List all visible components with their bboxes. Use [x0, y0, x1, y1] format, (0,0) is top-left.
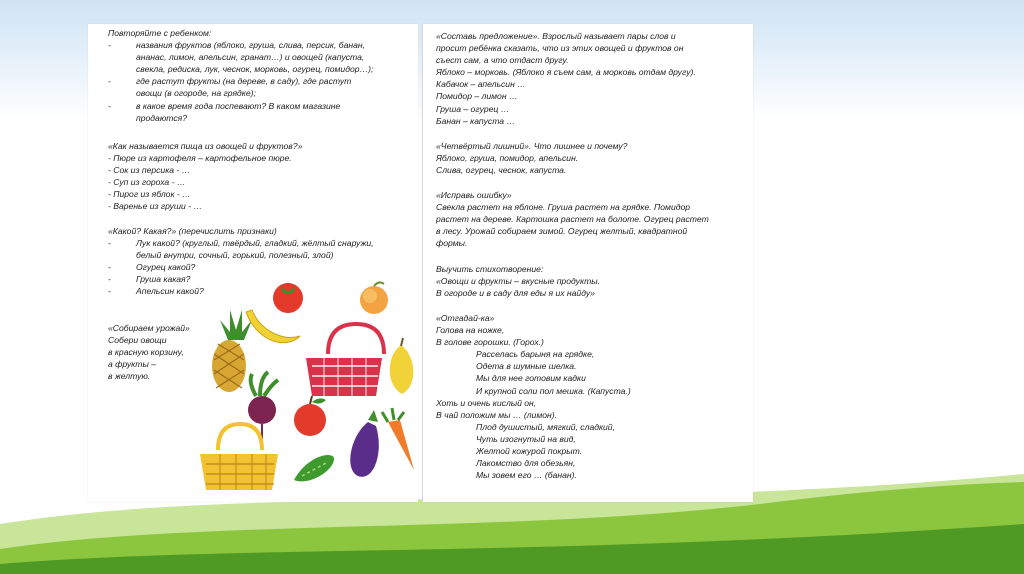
make-sentence-section [436, 30, 696, 127]
riddle-banana-line: Желтой кожурой покрыт. [476, 446, 583, 457]
fix-line: формы. [436, 238, 468, 249]
red-basket-icon [306, 324, 384, 396]
harvest-line: Собери овощи [108, 335, 167, 346]
riddle-line: В голове горошки. (Горох.) [436, 337, 544, 348]
what-kind-section: «Какой? Какая?» (перечислить признаки) - Лук какой? (круглый, твёрдый, гладкий, жёлтый снаружи, белый внутри, сочный, горький, полезный, злой) - Огурец какой? - Груша какая? - Апельсин какой? [108, 226, 374, 297]
fix-line: «Исправь ошибку» [436, 190, 512, 200]
intro-item-3-line-2: продаются? [136, 112, 188, 123]
riddle-banana-line: Чуть изогнутый на вид, [476, 433, 576, 444]
odd-line: «Четвёртый лишний». Что лишнее и почему? [436, 141, 628, 151]
poem-line: «Овощи и фрукты – вкусные продукты. [436, 276, 600, 287]
fruits-vegetables-illustration [88, 24, 418, 502]
sentence-line: Груша – огурец … [436, 103, 510, 114]
harvest-title: «Собираем урожай» [108, 323, 190, 333]
sentence-line: Банан – капуста … [436, 115, 516, 126]
what-kind-item-1-line-1: Лук какой? (круглый, твёрдый, гладкий, жёлтый снаружи, [136, 238, 374, 249]
fix-line: в лесу. Урожай собираем зимой. Огурец желтый, квадратной [436, 226, 688, 237]
sentence-line: «Составь предложение». Взрослый называет пары слов и [436, 31, 676, 41]
what-kind-item-1-line-2: белый внутри, сочный, горький, полезный, злой) [136, 250, 334, 261]
cucumber-icon [294, 455, 334, 481]
sentence-line: Помидор – лимон … [436, 91, 518, 102]
sentence-line: Кабачок – апельсин … [436, 79, 526, 90]
intro-item-1-line-2: ананас, лимон, апельсин, гранат…) и овощей (капуста, [136, 52, 365, 63]
odd-line: Яблоко, груша, помидор, апельсин. [436, 153, 579, 164]
beet-icon [248, 372, 278, 440]
odd-one-out-section [436, 140, 627, 176]
sentence-line: съест сам, а что отдаст другу. [436, 55, 569, 66]
riddle-banana-line: Плод душистый, мягкий, сладкий, [476, 421, 615, 432]
food-line: - Суп из гороха - … [108, 177, 186, 188]
apple-icon [294, 396, 326, 436]
harvest-line: а фрукты – [108, 359, 156, 370]
pineapple-icon [212, 310, 252, 392]
riddle-cabbage-line: Мы для нее готовим кадки [476, 373, 586, 384]
riddle-banana-line: Лакомство для обезьян, [476, 458, 576, 469]
intro-item-1-line-3: свекла, редиска, лук, чеснок, морковь, огурец, помидор…); [136, 64, 374, 75]
poem-line: Выучить стихотворение: [436, 264, 544, 274]
poem-line: В огороде и в саду для еды я их найду» [436, 288, 595, 299]
riddle-line: Голова на ножке, [436, 325, 505, 336]
harvest-line: в красную корзину, [108, 347, 184, 358]
sentence-line: просит ребёнка сказать, что из этих овощей и фруктов он [436, 43, 684, 54]
riddle-line: «Отгадай-ка» [436, 313, 495, 323]
intro-item-1-line-1: названия фруктов (яблоко, груша, слива, персик, банан, [136, 40, 365, 51]
riddle-lemon-line: Хоть и очень кислый он, [436, 397, 537, 408]
riddle-cabbage-line: И крупной соли пол мешка. (Капуста.) [476, 385, 631, 396]
fix-line: растет на дереве. Картошка растет на болоте. Огурец растет [436, 214, 709, 225]
riddle-lemon-line: В чай положим мы … (лимон). [436, 409, 557, 420]
food-line: - Сок из персика - … [108, 165, 191, 176]
peach-icon [360, 282, 388, 314]
what-kind-item-2: Огурец какой? [136, 262, 196, 273]
banana-icon [246, 310, 300, 343]
repeat-with-child-section: Повторяйте с ребенком: - названия фруктов (яблоко, груша, слива, персик, банан, ананас, лимон, апельсин, гранат…) и овощей (капуста, свекла, редиска, лук, чеснок, морковь, огурец, помидор…); - где растут фрукты (на дереве, в саду), где растут овощи (в огороде, на грядке); - в какое время года поспевают? В каком магазине продаются? [108, 28, 374, 123]
poem-section [436, 263, 600, 299]
eggplant-icon [350, 410, 379, 477]
sentence-line: Яблоко – морковь. (Яблоко я съем сам, а морковь отдам другу). [436, 67, 696, 78]
tomato-icon [273, 283, 303, 313]
fix-line: Свекла растет на яблоне. Груша растет на грядке. Помидор [436, 202, 691, 213]
food-line: - Пюре из картофеля – картофельное пюре. [108, 153, 292, 164]
intro-item-2-line-1: где растут фрукты (на дереве, в саду), где растут [136, 76, 352, 87]
section-title: Повторяйте с ребенком: [108, 28, 212, 38]
section-title: «Как называется пища из овощей и фруктов?» [108, 141, 303, 151]
riddle-cabbage-line: Расселась барыня на грядке, [476, 349, 595, 360]
what-kind-item-3: Груша какая? [136, 274, 191, 285]
odd-line: Слива, огурец, чеснок, капуста. [436, 165, 567, 176]
intro-item-2-line-2: овощи (в огороде, на грядке); [136, 88, 256, 99]
carrot-icon [382, 408, 414, 470]
food-line: - Пирог из яблок - … [108, 189, 191, 200]
pear-icon [390, 338, 414, 394]
yellow-basket-icon [200, 424, 278, 490]
riddle-cabbage-line: Одета в шумные шелка. [476, 361, 577, 372]
fix-error-section [436, 189, 709, 249]
what-kind-item-4: Апельсин какой? [136, 286, 204, 297]
intro-item-3-line-1: в какое время года поспевают? В каком магазине [136, 100, 341, 111]
harvest-line: в желтую. [108, 371, 151, 382]
riddle-banana-line: Мы зовем его … (банан). [476, 470, 577, 481]
section-title: «Какой? Какая?» (перечислить признаки) [108, 226, 277, 236]
food-line: - Варенье из груши - … [108, 201, 203, 212]
riddles-section [436, 312, 631, 481]
